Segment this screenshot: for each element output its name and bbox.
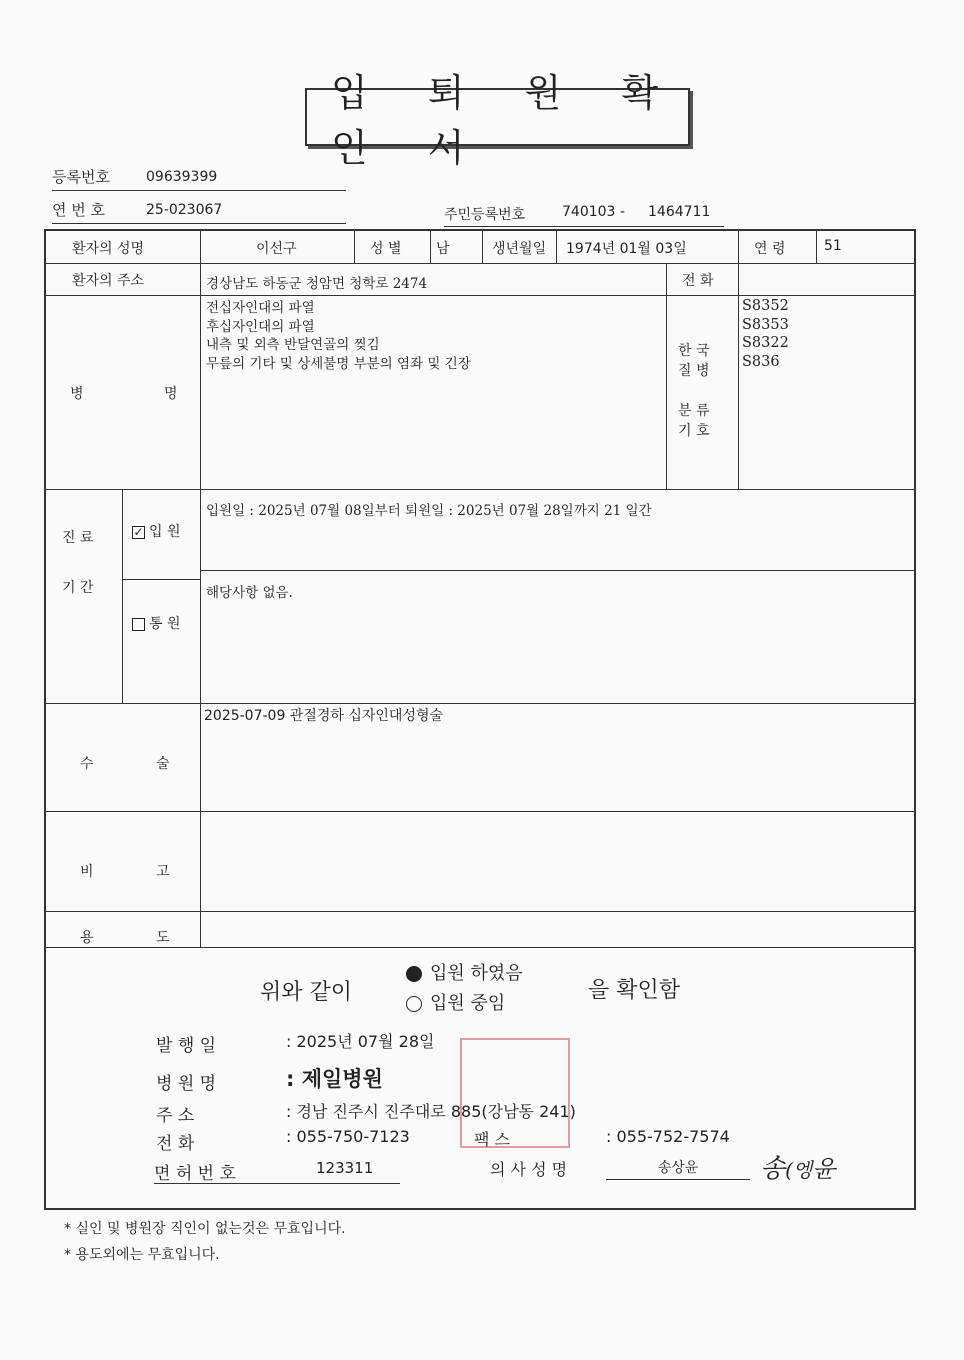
inpatient-label: 입 원 — [149, 524, 181, 540]
confirm-prefix: 위와 같이 — [260, 980, 353, 1005]
radio-empty-icon — [406, 996, 422, 1012]
kcd-code: S8353 — [742, 316, 789, 333]
sex-value: 남 — [436, 241, 450, 257]
issue-date: : 2025년 07월 28일 — [286, 1032, 435, 1051]
hospital-name: : 제일병원 — [286, 1067, 383, 1091]
purpose-label-left: 용 — [80, 930, 94, 946]
sex-label: 성 별 — [370, 241, 402, 257]
reg-no-label: 등록번호 — [52, 168, 110, 186]
kcd-label-line: 질 병 — [678, 363, 710, 379]
kcd-label-line: 분 류 — [678, 403, 710, 419]
inpatient-period-text: 입원일 : 2025년 07월 08일부터 퇴원일 : 2025년 07월 28일까지 21 일간 — [206, 503, 652, 519]
inpatient-option — [132, 521, 181, 541]
kcd-label-line: 기 호 — [678, 423, 710, 439]
kcd-label — [678, 341, 710, 441]
surgery-text: 2025-07-09 관절경하 십자인대성형술 — [204, 708, 444, 724]
hospital-label: 병 원 명 — [156, 1074, 217, 1094]
document-title: 입 퇴 원 확 인 서 — [305, 88, 690, 146]
period-label-2: 기 간 — [62, 580, 94, 596]
outpatient-checkbox — [132, 618, 145, 631]
dob-label: 생년월일 — [492, 241, 547, 257]
kcd-code: S8322 — [742, 335, 789, 351]
doctor-name: 송상윤 — [606, 1157, 750, 1180]
confirm-option-2-label: 입원 중임 — [430, 993, 506, 1014]
diagnosis-list — [206, 299, 471, 373]
rrn-front: 740103 — [562, 204, 616, 220]
hospital-phone-label: 전 화 — [156, 1134, 195, 1154]
radio-filled-icon — [406, 966, 422, 982]
diagnosis-label-left: 병 — [70, 386, 84, 402]
diagnosis-item: 내측 및 외측 반달연골의 찢김 — [206, 337, 380, 353]
license-row — [154, 1159, 400, 1184]
hospital-fax: : 055-752-7574 — [606, 1127, 730, 1146]
patient-name: 이선구 — [256, 241, 297, 257]
inpatient-checkbox: ✓ — [133, 524, 144, 539]
purpose-label-right: 도 — [156, 930, 170, 946]
hospital-address: : 경남 진주시 진주대로 885(강남동 241) — [286, 1102, 576, 1121]
diagnosis-item: 후십자인대의 파열 — [206, 318, 315, 335]
outpatient-text: 해당사항 없음. — [206, 585, 293, 601]
age-value: 51 — [824, 238, 842, 254]
confirm-option-2 — [406, 989, 505, 1015]
kcd-code: S836 — [742, 353, 780, 370]
kcd-code: S8352 — [742, 298, 789, 314]
hospital-fax-label: 팩 스 — [474, 1130, 510, 1149]
rrn-back: 1464711 — [648, 204, 711, 220]
hospital-address-label: 주 소 — [156, 1106, 195, 1126]
outpatient-label: 통 원 — [149, 616, 181, 632]
kcd-label-line: 한 국 — [678, 343, 710, 359]
issue-date-label: 발 행 일 — [156, 1036, 217, 1056]
hospital-seal-stamp — [460, 1038, 570, 1148]
serial-label: 연 번 호 — [52, 201, 106, 219]
diagnosis-label-right: 명 — [164, 386, 178, 402]
serial-row — [52, 199, 346, 224]
doctor-label: 의 사 성 명 — [490, 1160, 568, 1179]
note-2: * 용도외에는 무효입니다. — [64, 1247, 220, 1263]
license-label: 면 허 번 호 — [154, 1164, 236, 1184]
surgery-label-right: 술 — [156, 756, 170, 772]
outpatient-option — [132, 613, 181, 633]
note-1: * 실인 및 병원장 직인이 없는것은 무효입니다. — [64, 1221, 346, 1237]
serial-value: 25-023067 — [146, 202, 223, 218]
diagnosis-item: 무릎의 기타 및 상세불명 부분의 염좌 및 긴장 — [206, 355, 471, 372]
kcd-codes — [742, 297, 789, 371]
rrn-label: 주민등록번호 — [444, 207, 526, 223]
period-label-1: 진 료 — [62, 530, 94, 546]
doctor-signature: 송(엥윤 — [760, 1154, 836, 1184]
confirm-option-1-label: 입원 하였음 — [430, 963, 523, 984]
patient-address: 경상남도 하동군 청암면 청학로 2474 — [206, 276, 428, 292]
rrn-dash: - — [620, 204, 626, 220]
diagnosis-item: 전십자인대의 파열 — [206, 300, 315, 316]
hospital-phone: : 055-750-7123 — [286, 1127, 410, 1146]
rrn-row — [444, 204, 724, 227]
surgery-label-left: 수 — [80, 756, 94, 772]
reg-no-row — [52, 166, 346, 191]
patient-address-label: 환자의 주소 — [72, 273, 145, 289]
phone-label: 전 화 — [682, 273, 714, 289]
confirm-option-1 — [406, 959, 523, 985]
dob-value: 1974년 01월 03일 — [566, 241, 687, 257]
confirm-suffix: 을 확인함 — [588, 978, 681, 1003]
patient-name-label: 환자의 성명 — [72, 241, 145, 257]
remarks-label-right: 고 — [156, 864, 170, 880]
license-number: 123311 — [316, 1159, 374, 1177]
age-label: 연 령 — [754, 241, 786, 257]
remarks-label-left: 비 — [80, 864, 94, 880]
reg-no-value: 09639399 — [146, 169, 218, 185]
